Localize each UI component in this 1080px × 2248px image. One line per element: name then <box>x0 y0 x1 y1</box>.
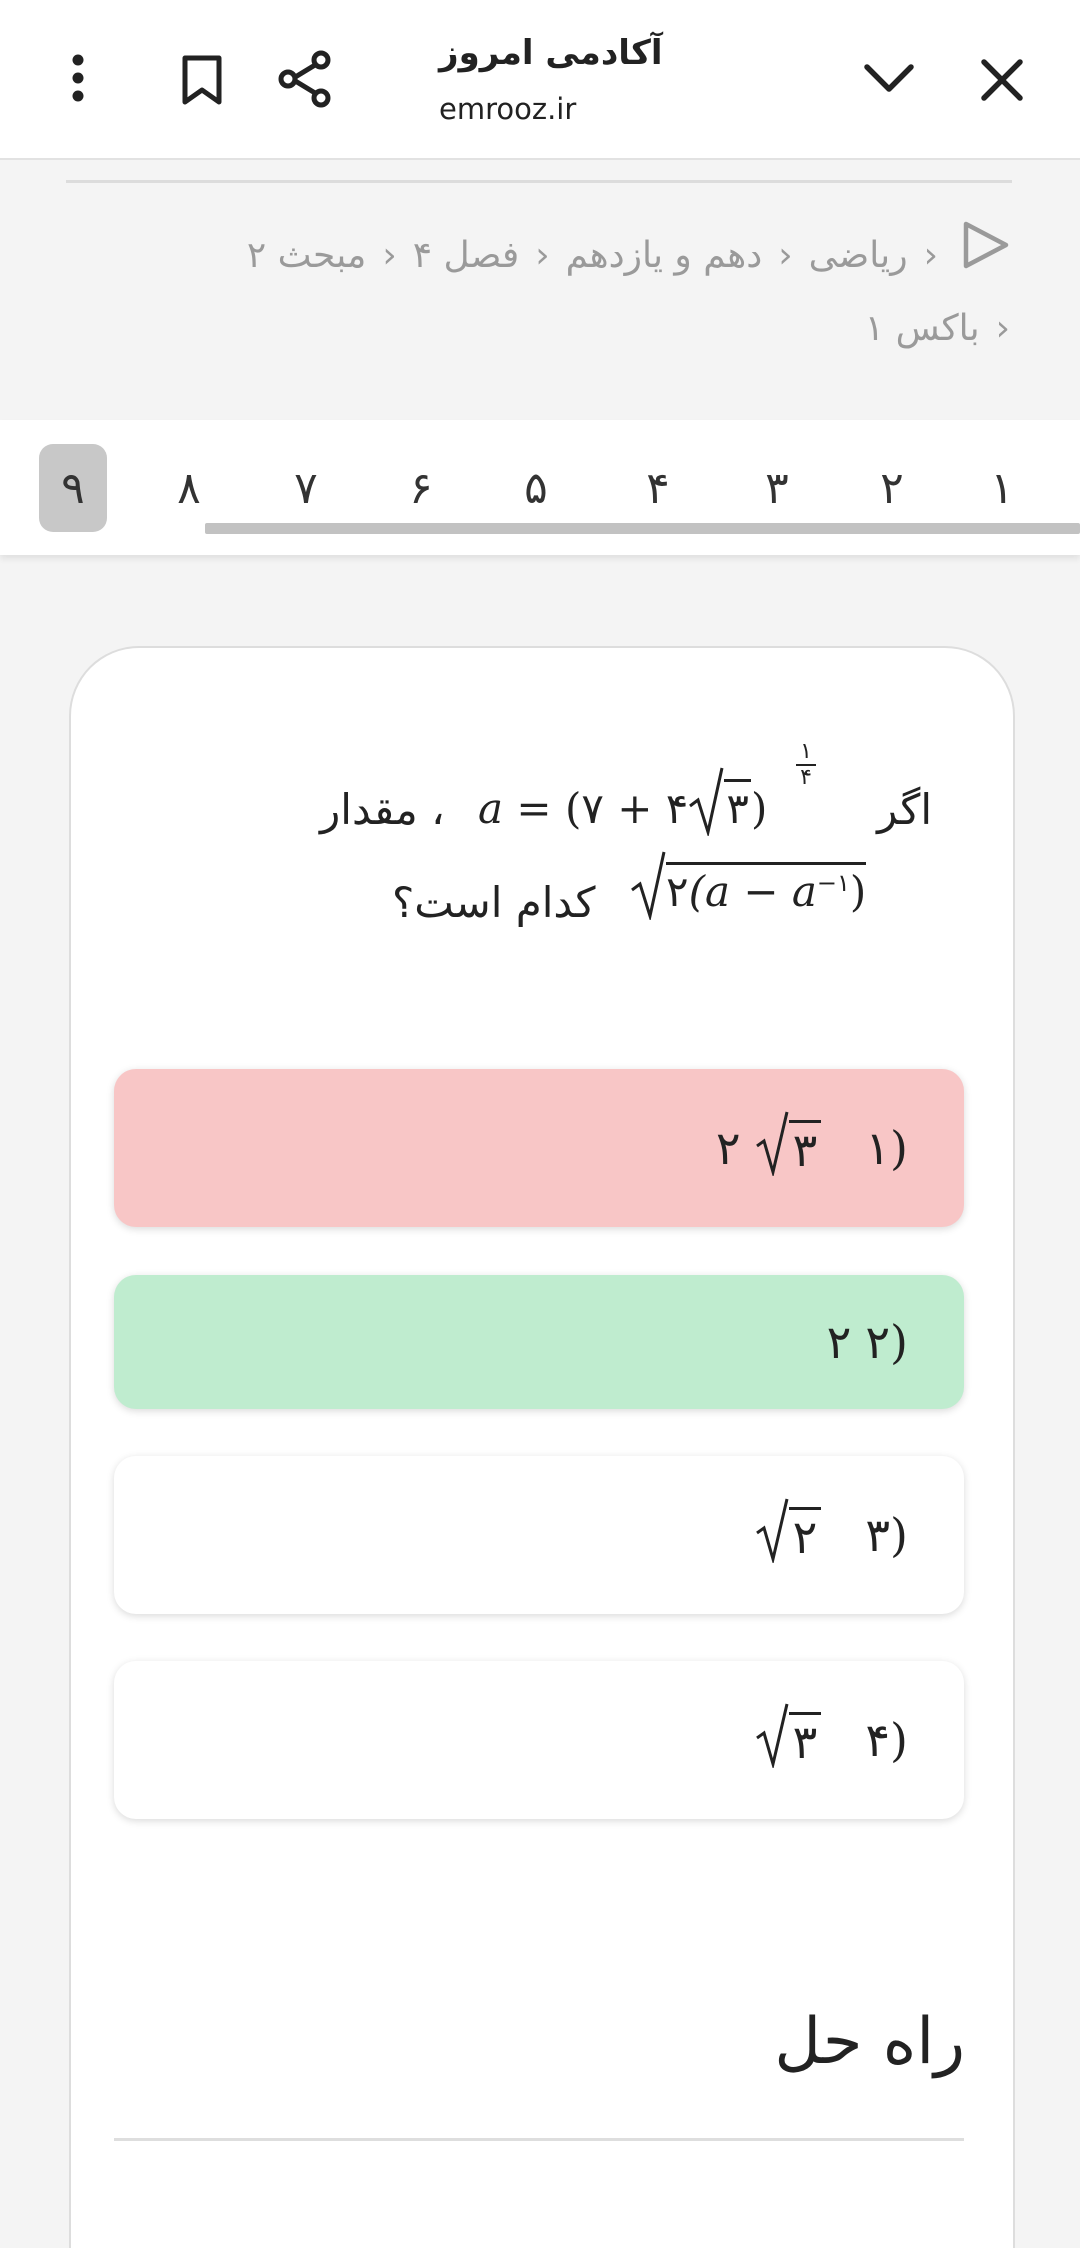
eq-a: a <box>478 784 504 833</box>
chevron-left-icon: ‹ <box>923 235 938 276</box>
breadcrumb <box>100 220 1010 364</box>
tab-4[interactable]: ۴ <box>646 462 670 514</box>
question-value-word: ، مقدار <box>320 785 445 834</box>
option-radicand: ۲ <box>789 1507 822 1564</box>
expr-inverse-exponent: −۱ <box>816 869 850 897</box>
option-2[interactable] <box>114 1275 964 1409</box>
share-icon[interactable] <box>276 50 334 108</box>
option-radicand: ۳ <box>789 1120 822 1177</box>
question-which-word: کدام است؟ <box>392 878 596 927</box>
title-block <box>439 28 739 134</box>
sqrt-icon <box>688 766 724 846</box>
option-number: ۱) <box>865 1121 908 1175</box>
tab-1[interactable]: ۱ <box>990 462 1014 514</box>
option-number: ۳) <box>865 1508 908 1562</box>
question-if-word: اگر <box>877 785 932 834</box>
sqrt-icon <box>755 1702 789 1779</box>
exp-denominator: ۴ <box>796 764 816 790</box>
option-3[interactable] <box>114 1456 964 1614</box>
question-number-tabs <box>0 420 1080 555</box>
option-number: ۴) <box>865 1713 908 1767</box>
tab-2[interactable]: ۲ <box>880 462 904 514</box>
chevron-down-icon[interactable] <box>862 56 916 100</box>
chevron-left-icon: ‹ <box>778 235 793 276</box>
play-icon[interactable] <box>962 220 1010 294</box>
breadcrumb-item-chapter[interactable]: فصل ۴ <box>412 235 520 276</box>
tab-9[interactable]: ۹ <box>39 444 107 532</box>
exp-numerator: ۱ <box>800 739 812 764</box>
option-coef: ۲ <box>715 1121 741 1175</box>
eq-open: ( <box>564 784 582 833</box>
solution-title: راه حل <box>774 2005 965 2079</box>
sqrt-icon <box>755 1110 789 1187</box>
expr-two: ۲ <box>666 867 689 916</box>
site-url: emrooz.ir <box>439 92 577 126</box>
site-title: آکادمی امروز <box>439 33 663 73</box>
eq-radicand: ۳ <box>724 779 751 833</box>
eq-seven-plus: ۷ + ۴ <box>581 784 689 833</box>
tab-3[interactable]: ۳ <box>765 462 789 514</box>
tab-8[interactable]: ۸ <box>177 462 201 514</box>
breadcrumb-item-grade[interactable]: دهم و یازدهم <box>565 235 763 276</box>
eq-equals: = <box>516 784 552 833</box>
eq-close: ) <box>750 784 768 833</box>
question-expression <box>630 860 866 930</box>
breadcrumb-item-math[interactable]: ریاضی <box>808 235 908 276</box>
tab-7[interactable]: ۷ <box>294 462 318 514</box>
tab-6[interactable]: ۶ <box>409 462 433 514</box>
option-number: ۲) <box>865 1315 908 1369</box>
chevron-left-icon: ‹ <box>382 235 397 276</box>
option-4[interactable] <box>114 1661 964 1819</box>
breadcrumb-item-topic[interactable]: مبحث ۲ <box>246 235 367 276</box>
option-radicand: ۳ <box>789 1712 822 1769</box>
tab-5[interactable]: ۵ <box>524 462 548 514</box>
close-icon[interactable] <box>978 56 1026 104</box>
eq-exponent <box>796 740 816 790</box>
option-value: ۲ <box>826 1315 852 1369</box>
sqrt-icon <box>630 850 666 930</box>
app-bar <box>0 0 1080 160</box>
divider <box>66 180 1012 183</box>
sqrt-icon <box>755 1497 789 1574</box>
chevron-left-icon: ‹ <box>535 235 550 276</box>
more-vert-icon[interactable] <box>58 50 98 106</box>
divider <box>114 2138 964 2141</box>
breadcrumb-item-box[interactable]: باکس ۱ <box>864 308 980 349</box>
tabs-scrollbar[interactable] <box>205 523 1080 534</box>
bookmark-icon[interactable] <box>176 52 228 108</box>
expr-close: ) <box>849 867 867 916</box>
chevron-left-icon: ‹ <box>995 308 1010 349</box>
expr-inner: (a − a <box>688 867 817 916</box>
option-1[interactable] <box>114 1069 964 1227</box>
question-equation <box>478 778 767 846</box>
